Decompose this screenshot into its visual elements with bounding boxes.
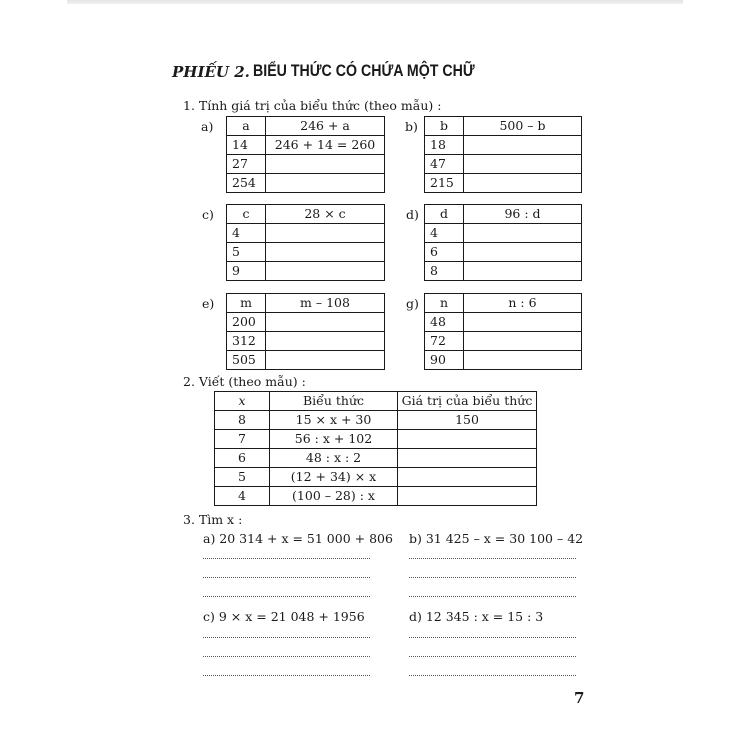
var-value: 505 — [227, 351, 266, 370]
result-cell[interactable] — [464, 174, 582, 193]
expr-header: 246 + a — [266, 117, 385, 136]
equation-d: d) 12 345 : x = 15 : 3 — [409, 609, 544, 624]
expression: 48 : x : 2 — [270, 449, 398, 468]
result-cell[interactable] — [266, 262, 385, 281]
equation-b: b) 31 425 – x = 30 100 – 42 — [409, 531, 584, 546]
worksheet-number: PHIẾU 2. — [172, 63, 250, 81]
result-cell[interactable] — [266, 243, 385, 262]
var-value: 90 — [425, 351, 464, 370]
expression: 56 : x + 102 — [270, 430, 398, 449]
var-value: 72 — [425, 332, 464, 351]
var-value: 215 — [425, 174, 464, 193]
table-a — [226, 116, 385, 193]
value-cell[interactable]: 150 — [398, 411, 537, 430]
result-cell[interactable] — [464, 351, 582, 370]
value-cell[interactable] — [398, 487, 537, 506]
header-x: x — [215, 392, 270, 411]
value-cell[interactable] — [398, 449, 537, 468]
var-value: 27 — [227, 155, 266, 174]
page-top-edge — [67, 0, 683, 4]
var-header: m — [227, 294, 266, 313]
answer-line-a-3[interactable] — [203, 596, 370, 597]
var-value: 9 — [227, 262, 266, 281]
table-d — [424, 204, 582, 281]
table-b — [424, 116, 582, 193]
x-value: 4 — [215, 487, 270, 506]
answer-line-c-1[interactable] — [203, 637, 370, 638]
table-e-label: e) — [202, 296, 215, 311]
exercise-3-prompt: 3. Tìm x : — [183, 512, 243, 527]
var-value: 6 — [425, 243, 464, 262]
answer-line-d-3[interactable] — [409, 675, 576, 676]
expr-header: n : 6 — [464, 294, 582, 313]
expr-header: 500 – b — [464, 117, 582, 136]
result-cell[interactable] — [464, 313, 582, 332]
table-g — [424, 293, 582, 370]
answer-line-a-1[interactable] — [203, 558, 370, 559]
table-row — [215, 411, 537, 430]
table-c — [226, 204, 385, 281]
equation-a: a) 20 314 + x = 51 000 + 806 — [203, 531, 393, 546]
answer-line-b-3[interactable] — [409, 596, 576, 597]
answer-line-b-2[interactable] — [409, 577, 576, 578]
var-header: b — [425, 117, 464, 136]
table-row — [215, 449, 537, 468]
var-header: d — [425, 205, 464, 224]
var-header: a — [227, 117, 266, 136]
answer-line-d-1[interactable] — [409, 637, 576, 638]
result-cell[interactable] — [266, 351, 385, 370]
page-number: 7 — [574, 689, 585, 707]
result-cell[interactable] — [464, 332, 582, 351]
var-value: 8 — [425, 262, 464, 281]
answer-line-b-1[interactable] — [409, 558, 576, 559]
table-row — [215, 430, 537, 449]
var-value: 18 — [425, 136, 464, 155]
var-value: 48 — [425, 313, 464, 332]
var-value: 14 — [227, 136, 266, 155]
result-cell[interactable] — [266, 174, 385, 193]
table-d-label: d) — [406, 207, 419, 222]
result-cell[interactable] — [464, 136, 582, 155]
table-a-label: a) — [201, 119, 214, 134]
var-value: 312 — [227, 332, 266, 351]
value-cell[interactable] — [398, 468, 537, 487]
x-value: 6 — [215, 449, 270, 468]
answer-line-d-2[interactable] — [409, 656, 576, 657]
x-value: 8 — [215, 411, 270, 430]
expr-header: 96 : d — [464, 205, 582, 224]
result-cell[interactable] — [266, 224, 385, 243]
var-value: 254 — [227, 174, 266, 193]
exercise-2-table — [214, 391, 537, 506]
var-value: 4 — [227, 224, 266, 243]
expression: (100 – 28) : x — [270, 487, 398, 506]
x-value: 7 — [215, 430, 270, 449]
result-cell[interactable] — [464, 262, 582, 281]
var-value: 47 — [425, 155, 464, 174]
x-value: 5 — [215, 468, 270, 487]
result-cell[interactable] — [266, 332, 385, 351]
value-cell[interactable] — [398, 430, 537, 449]
table-b-label: b) — [405, 119, 418, 134]
header-expression: Biểu thức — [270, 392, 398, 411]
var-header: c — [227, 205, 266, 224]
expr-header: m – 108 — [266, 294, 385, 313]
table-row — [215, 487, 537, 506]
result-cell[interactable] — [266, 313, 385, 332]
result-cell[interactable] — [464, 243, 582, 262]
result-cell[interactable] — [464, 224, 582, 243]
result-cell[interactable] — [464, 155, 582, 174]
exercise-1-prompt: 1. Tính giá trị của biểu thức (theo mẫu) : — [183, 98, 442, 113]
var-header: n — [425, 294, 464, 313]
header-value: Giá trị của biểu thức — [398, 392, 537, 411]
exercise-2-prompt: 2. Viết (theo mẫu) : — [183, 374, 306, 389]
var-value: 4 — [425, 224, 464, 243]
answer-line-c-2[interactable] — [203, 656, 370, 657]
table-g-label: g) — [406, 296, 419, 311]
result-cell[interactable]: 246 + 14 = 260 — [266, 136, 385, 155]
expression: (12 + 34) × x — [270, 468, 398, 487]
table-row — [215, 468, 537, 487]
worksheet-title: BIỂU THỨC CÓ CHỨA MỘT CHỮ — [253, 62, 475, 80]
result-cell[interactable] — [266, 155, 385, 174]
table-c-label: c) — [202, 207, 214, 222]
var-value: 5 — [227, 243, 266, 262]
var-value: 200 — [227, 313, 266, 332]
expr-header: 28 × c — [266, 205, 385, 224]
answer-line-a-2[interactable] — [203, 577, 370, 578]
equation-c: c) 9 × x = 21 048 + 1956 — [203, 609, 365, 624]
answer-line-c-3[interactable] — [203, 675, 370, 676]
table-e — [226, 293, 385, 370]
expression: 15 × x + 30 — [270, 411, 398, 430]
